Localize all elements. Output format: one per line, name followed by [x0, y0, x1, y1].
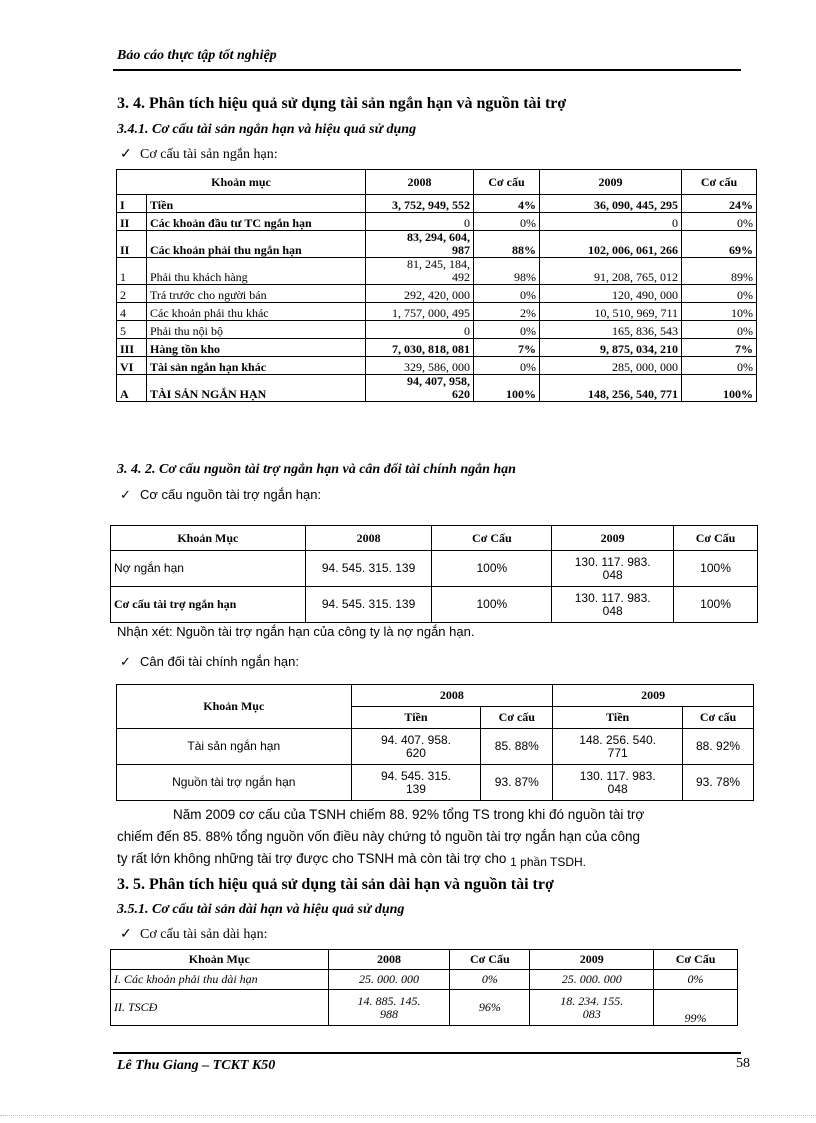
share-2009: 0%	[654, 970, 738, 990]
page-header: Bảo cáo thực tập tốt nghiệp	[117, 48, 277, 63]
value-2008: 94. 545. 315. 139	[305, 551, 432, 587]
value-2009: 36, 090, 445, 295	[540, 195, 682, 213]
row-name: Các khoản phải thu ngắn hạn	[147, 231, 366, 258]
section-3-4-2-heading: 3. 4. 2. Cơ cấu nguồn tài trợ ngắn hạn và cân đối tài chính ngắn hạn	[117, 462, 516, 477]
row-code: III	[117, 339, 147, 357]
value-2009: 148, 256, 540, 771	[540, 375, 682, 402]
header-cell: Khoản mục	[117, 170, 366, 195]
header-cell: Khoản Mục	[111, 526, 306, 551]
value-2008-line1: 14. 885. 145.	[357, 993, 421, 1008]
value-2008: 94. 545. 315. 139	[305, 587, 432, 623]
table-row	[117, 339, 757, 357]
share-2009: 88. 92%	[683, 729, 754, 765]
header-cell: 2009	[530, 950, 654, 970]
bullet-short-term-balance	[120, 654, 299, 670]
header-cell: Khoản Mục	[117, 685, 352, 729]
page-bottom-edge	[0, 1115, 816, 1116]
header-cell: 2008	[305, 526, 432, 551]
value-2008-line1: 81, 245, 184,	[407, 257, 470, 271]
row-name: Trả trước cho người bán	[147, 285, 366, 303]
value-2008-line2: 988	[380, 1006, 398, 1021]
share-2009: 0%	[682, 321, 757, 339]
value-2009: 285, 000, 000	[540, 357, 682, 375]
value-2009	[553, 729, 683, 765]
row-code: 4	[117, 303, 147, 321]
table-header-row	[117, 170, 757, 195]
header-cell: Tiền	[351, 707, 481, 729]
value-2009	[553, 765, 683, 801]
bullet-label: Cơ cấu nguồn tài trợ ngắn hạn:	[140, 487, 322, 502]
share-2008: 0%	[450, 970, 530, 990]
header-cell: Cơ cấu	[683, 707, 754, 729]
header-cell: Cơ Cấu	[432, 526, 552, 551]
analysis-paragraph	[117, 804, 749, 870]
share-2009: 10%	[682, 303, 757, 321]
table-row	[117, 258, 757, 285]
row-name: Phải thu nội bộ	[147, 321, 366, 339]
value-2009: 165, 836, 543	[540, 321, 682, 339]
paragraph-text: ty rất lớn không những tài trợ được cho TSNH mà còn tài trợ cho	[117, 851, 507, 866]
header-cell: Cơ Cấu	[674, 526, 758, 551]
header-divider	[113, 69, 741, 71]
header-cell: Cơ Cấu	[654, 950, 738, 970]
value-2009-line1: 148. 256. 540.	[579, 732, 657, 747]
value-2008-line2: 492	[452, 270, 470, 284]
paragraph-line: chiếm đến 85. 88% tổng nguồn vốn điều này chứng tỏ nguồn tài trợ ngắn hạn của công	[117, 829, 641, 844]
share-2009: 24%	[682, 195, 757, 213]
value-2009: 9, 875, 034, 210	[540, 339, 682, 357]
value-2009-line2: 048	[607, 781, 628, 796]
table-row	[111, 551, 758, 587]
share-2009: 0%	[682, 285, 757, 303]
share-2008: 100%	[432, 587, 552, 623]
share-2009: 100%	[682, 375, 757, 402]
row-name: Tiền	[147, 195, 366, 213]
header-cell: Cơ cấu	[474, 170, 540, 195]
value-2008	[351, 729, 481, 765]
value-2008: 1, 757, 000, 495	[366, 303, 474, 321]
short-term-funding-table	[110, 525, 758, 623]
check-icon: ✓	[120, 927, 132, 942]
table-total-row	[117, 375, 757, 402]
table-row	[111, 587, 758, 623]
section-3-5-heading: 3. 5. Phân tích hiệu quả sử dụng tài sản dài hạn và nguồn tài trợ	[117, 876, 554, 893]
row-code: 5	[117, 321, 147, 339]
table-row	[111, 970, 738, 990]
short-term-balance-table	[116, 684, 754, 801]
value-2008	[351, 765, 481, 801]
table-row	[111, 990, 738, 1026]
value-2009-line1: 130. 117. 983.	[574, 554, 651, 569]
share-2008: 0%	[474, 321, 540, 339]
table-row	[117, 303, 757, 321]
row-name: Tài sản ngắn hạn khác	[147, 357, 366, 375]
header-cell: 2008	[328, 950, 450, 970]
share-2009: 0%	[682, 357, 757, 375]
paragraph-line: Năm 2009 cơ cấu của TSNH chiếm 88. 92% tổng TS trong khi đó nguồn tài trợ	[173, 807, 645, 822]
share-2009: 100%	[674, 587, 758, 623]
header-cell: 2009	[540, 170, 682, 195]
row-code: A	[117, 375, 147, 402]
value-2009: 91, 208, 765, 012	[540, 258, 682, 285]
check-icon: ✓	[120, 487, 131, 502]
table-row	[117, 765, 754, 801]
share-2008: 100%	[474, 375, 540, 402]
row-code: 2	[117, 285, 147, 303]
share-2009: 99%	[654, 990, 738, 1026]
value-2009: 102, 006, 061, 266	[540, 231, 682, 258]
value-2008-line2: 620	[405, 745, 426, 760]
bullet-label: Cân đối tài chính ngắn hạn:	[140, 654, 300, 669]
row-code: II	[117, 213, 147, 231]
table-row	[117, 357, 757, 375]
share-2008: 98%	[474, 258, 540, 285]
value-2008: 7, 030, 818, 081	[366, 339, 474, 357]
row-code: 1	[117, 258, 147, 285]
table-row	[117, 231, 757, 258]
row-name: Cơ cấu tài trợ ngắn hạn	[111, 587, 306, 623]
share-2009: 89%	[682, 258, 757, 285]
section-3-4-1-heading: 3.4.1. Cơ cấu tài sản ngắn hạn và hiệu quả sử dụng	[117, 122, 417, 137]
share-2009: 93. 78%	[683, 765, 754, 801]
share-2008: 0%	[474, 285, 540, 303]
page-number: 58	[736, 1056, 750, 1071]
remark-text: Nhận xét: Nguồn tài trợ ngắn hạn của công ty là nợ ngắn hạn.	[117, 624, 475, 639]
value-2009	[552, 551, 674, 587]
table-header-row	[111, 526, 758, 551]
row-name: Nguồn tài trợ ngắn hạn	[117, 765, 352, 801]
value-2008-line1: 94. 545. 315.	[380, 768, 451, 783]
share-2008: 93. 87%	[481, 765, 553, 801]
short-term-assets-table	[116, 169, 757, 402]
row-name: Hàng tồn kho	[147, 339, 366, 357]
value-2009-line2: 048	[602, 603, 623, 618]
header-cell: Tiền	[553, 707, 683, 729]
value-2009	[530, 990, 654, 1026]
check-icon: ✓	[120, 147, 132, 162]
value-2009-line2: 083	[582, 1006, 601, 1021]
value-2009-line1: 130. 117. 983.	[579, 768, 656, 783]
table-row	[117, 321, 757, 339]
row-name: I. Các khoản phải thu dài hạn	[111, 970, 329, 990]
share-2009: 69%	[682, 231, 757, 258]
value-2009-line1: 130. 117. 983.	[574, 590, 651, 605]
section-3-5-1-heading: 3.5.1. Cơ cấu tài sản dài hạn và hiệu quả sử dụng	[117, 902, 405, 917]
bullet-label: Cơ cấu tài sản ngắn hạn:	[140, 147, 278, 162]
share-2009: 100%	[674, 551, 758, 587]
value-2008-line1: 94. 407. 958.	[380, 732, 451, 747]
share-2009: 0%	[682, 213, 757, 231]
header-cell: Khoản Mục	[111, 950, 329, 970]
share-2009: 7%	[682, 339, 757, 357]
value-2008	[366, 258, 474, 285]
table-row	[117, 285, 757, 303]
share-2008: 2%	[474, 303, 540, 321]
section-3-4-heading: 3. 4. Phân tích hiệu quả sử dụng tài sản ngắn hạn và nguồn tài trợ	[117, 95, 567, 112]
value-2008	[366, 231, 474, 258]
value-2008: 292, 420, 000	[366, 285, 474, 303]
share-2008: 0%	[474, 213, 540, 231]
share-2008: 88%	[474, 231, 540, 258]
row-name: Các khoản đầu tư TC ngắn hạn	[147, 213, 366, 231]
paragraph-text-lowered: 1 phần TSDH.	[510, 855, 586, 869]
value-2008-line1: 83, 294, 604,	[407, 230, 470, 244]
header-cell: Cơ cấu	[481, 707, 553, 729]
row-name: Nợ ngắn hạn	[111, 551, 306, 587]
share-2008: 7%	[474, 339, 540, 357]
value-2009-line1: 18. 234. 155.	[560, 993, 624, 1008]
footer-author: Lê Thu Giang – TCKT K50	[117, 1058, 276, 1073]
value-2008-line1: 94, 407, 958,	[407, 374, 470, 388]
header-cell: 2009	[552, 526, 674, 551]
value-2009-line2: 771	[607, 745, 628, 760]
share-2008: 85. 88%	[481, 729, 553, 765]
row-code: I	[117, 195, 147, 213]
table-row	[117, 213, 757, 231]
table-header-row	[111, 950, 738, 970]
footer-divider	[113, 1052, 741, 1054]
row-name: Các khoản phải thu khác	[147, 303, 366, 321]
value-2008: 0	[366, 213, 474, 231]
bullet-short-term-assets	[120, 146, 278, 163]
value-2009-line2: 048	[602, 567, 623, 582]
table-row	[117, 195, 757, 213]
value-2009: 10, 510, 969, 711	[540, 303, 682, 321]
long-term-assets-table	[110, 949, 738, 1026]
value-2008-line2: 620	[452, 387, 470, 401]
value-2008	[328, 990, 450, 1026]
share-2008: 0%	[474, 357, 540, 375]
table-row	[117, 729, 754, 765]
bullet-label: Cơ cấu tài sản dài hạn:	[140, 927, 268, 942]
value-2008	[366, 375, 474, 402]
row-code: VI	[117, 357, 147, 375]
value-2009: 0	[540, 213, 682, 231]
paragraph-line	[117, 848, 749, 870]
bullet-long-term-assets	[120, 926, 268, 943]
row-name: II. TSCĐ	[111, 990, 329, 1026]
share-2008: 4%	[474, 195, 540, 213]
row-name: TÀI SẢN NGẮN HẠN	[147, 375, 366, 402]
value-2009: 25. 000. 000	[530, 970, 654, 990]
row-name: Phải thu khách hàng	[147, 258, 366, 285]
value-2008-line2: 987	[452, 243, 470, 257]
header-cell: 2008	[351, 685, 553, 707]
share-2008: 96%	[450, 990, 530, 1026]
row-name: Tài sản ngắn hạn	[117, 729, 352, 765]
value-2008-line2: 139	[405, 781, 426, 796]
row-code: II	[117, 231, 147, 258]
header-cell: 2009	[553, 685, 754, 707]
check-icon: ✓	[120, 654, 131, 669]
value-2009	[552, 587, 674, 623]
bullet-short-term-funding	[120, 487, 321, 503]
value-2008: 0	[366, 321, 474, 339]
value-2008: 3, 752, 949, 552	[366, 195, 474, 213]
value-2008: 25. 000. 000	[328, 970, 450, 990]
header-cell: Cơ Cấu	[450, 950, 530, 970]
value-2009: 120, 490, 000	[540, 285, 682, 303]
header-cell: Cơ cấu	[682, 170, 757, 195]
table-header-row	[117, 685, 754, 707]
value-2008: 329, 586, 000	[366, 357, 474, 375]
header-cell: 2008	[366, 170, 474, 195]
share-2008: 100%	[432, 551, 552, 587]
